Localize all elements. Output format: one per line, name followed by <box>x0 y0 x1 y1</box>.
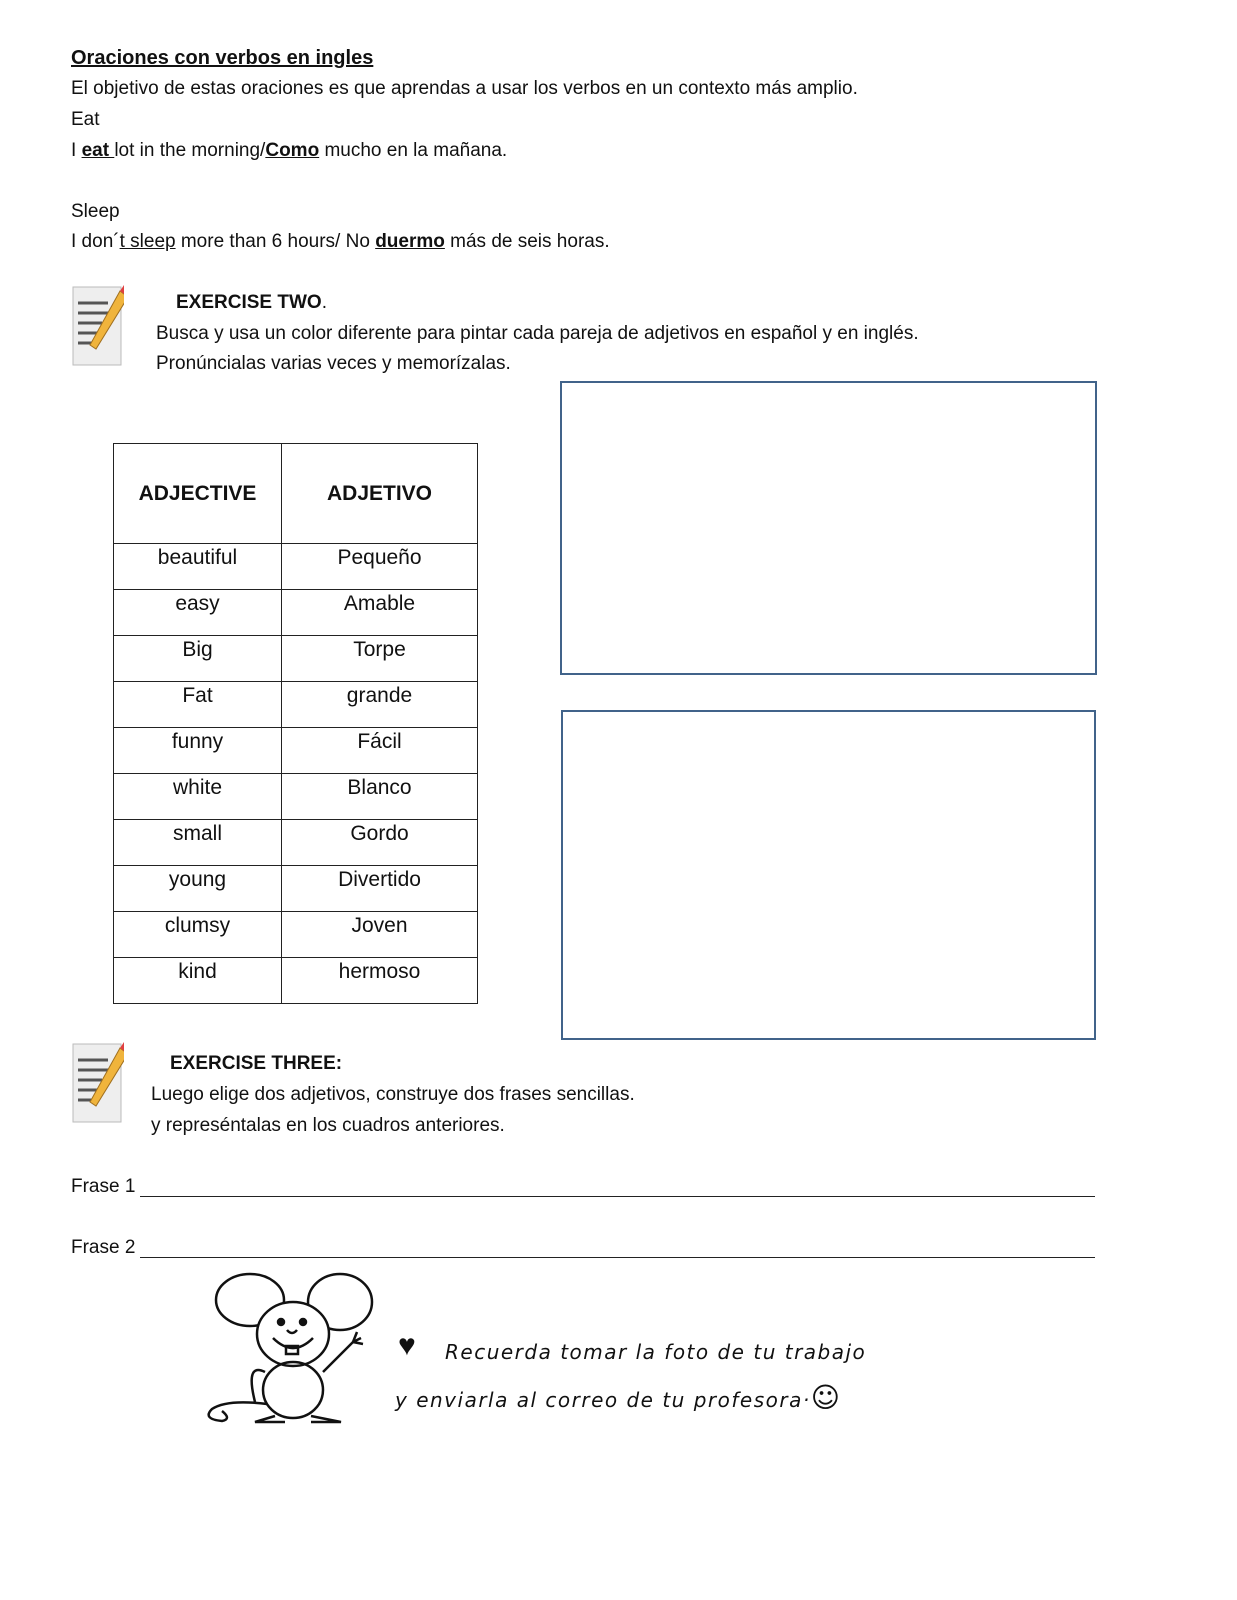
header-adjective: ADJECTIVE <box>114 444 282 544</box>
highlight-verb: eat <box>81 140 115 161</box>
spanish-adjective-cell: Gordo <box>282 820 478 866</box>
drawing-box-1[interactable] <box>560 381 1097 675</box>
english-adjective-cell: Fat <box>114 682 282 728</box>
exercise-two-instruction-2: Pronúncialas varias veces y memorízalas. <box>156 353 511 374</box>
spanish-adjective-cell: Torpe <box>282 636 478 682</box>
spanish-adjective-cell: grande <box>282 682 478 728</box>
table-row <box>114 682 478 728</box>
frase-1-label: Frase 1 <box>71 1176 136 1197</box>
english-adjective-cell: beautiful <box>114 544 282 590</box>
english-adjective-cell: funny <box>114 728 282 774</box>
table-row <box>114 820 478 866</box>
exercise-two-title <box>176 291 327 315</box>
exercise-three-instruction-2: y represéntalas en los cuadros anteriores. <box>151 1115 505 1136</box>
notepad-pencil-icon <box>72 1040 124 1124</box>
english-adjective-cell: kind <box>114 958 282 1004</box>
verb-eat-sentence <box>71 139 507 163</box>
text: . <box>321 292 327 313</box>
table-row <box>114 728 478 774</box>
spanish-adjective-cell: Divertido <box>282 866 478 912</box>
english-adjective-cell: young <box>114 866 282 912</box>
exercise-three-title: EXERCISE THREE: <box>170 1053 343 1074</box>
spanish-adjective-cell: Joven <box>282 912 478 958</box>
drawing-box-2[interactable] <box>561 710 1096 1040</box>
reminder-line-1: Recuerda tomar la foto de tu trabajo <box>445 1340 867 1364</box>
english-adjective-cell: easy <box>114 590 282 636</box>
exercise-three-instruction-1: Luego elige dos adjetivos, construye dos frases sencillas. <box>151 1084 635 1105</box>
english-adjective-cell: small <box>114 820 282 866</box>
notepad-pencil-icon <box>72 283 124 367</box>
text: mucho en la mañana. <box>319 140 508 161</box>
frase-2-answer-line[interactable] <box>140 1257 1095 1258</box>
reminder-line-2 <box>395 1381 842 1414</box>
frase-1-answer-line[interactable] <box>140 1196 1095 1197</box>
spanish-adjective-cell: Blanco <box>282 774 478 820</box>
verb-sleep-label: Sleep <box>71 201 120 222</box>
text: EXERCISE TWO <box>176 292 322 313</box>
text: más de seis horas. <box>444 231 610 252</box>
text: y enviarla al correo de tu profesora· <box>395 1388 811 1412</box>
text: I don´ <box>71 231 120 252</box>
verb-eat-label: Eat <box>71 109 100 130</box>
highlight-verb: t sleep <box>119 231 176 252</box>
spanish-adjective-cell: Amable <box>282 590 478 636</box>
verb-sleep-sentence <box>71 230 610 254</box>
exercise-two-instruction-1: Busca y usa un color diferente para pintar cada pareja de adjetivos en español y en inglés. <box>156 323 919 344</box>
table-row <box>114 636 478 682</box>
text: more than 6 hours/ No <box>175 231 376 252</box>
english-adjective-cell: white <box>114 774 282 820</box>
text: lot in the morning/ <box>114 140 266 161</box>
table-row <box>114 866 478 912</box>
english-adjective-cell: Big <box>114 636 282 682</box>
adjective-table <box>113 443 478 1004</box>
text: I <box>71 140 82 161</box>
table-row <box>114 912 478 958</box>
intro-text: El objetivo de estas oraciones es que aprendas a usar los verbos en un contexto más amplio. <box>71 78 858 99</box>
highlight-verb: duermo <box>375 231 445 252</box>
page-title: Oraciones con verbos en ingles <box>71 47 374 69</box>
smiley-icon: ☺ <box>810 1381 842 1414</box>
table-row <box>114 544 478 590</box>
table-row <box>114 774 478 820</box>
highlight-verb: Como <box>265 140 320 161</box>
spanish-adjective-cell: hermoso <box>282 958 478 1004</box>
english-adjective-cell: clumsy <box>114 912 282 958</box>
frase-2-label: Frase 2 <box>71 1237 136 1258</box>
mouse-illustration <box>205 1272 377 1430</box>
spanish-adjective-cell: Pequeño <box>282 544 478 590</box>
spanish-adjective-cell: Fácil <box>282 728 478 774</box>
header-adjetivo: ADJETIVO <box>282 444 478 544</box>
table-row <box>114 958 478 1004</box>
table-row <box>114 590 478 636</box>
heart-icon: ♥ <box>398 1329 416 1362</box>
